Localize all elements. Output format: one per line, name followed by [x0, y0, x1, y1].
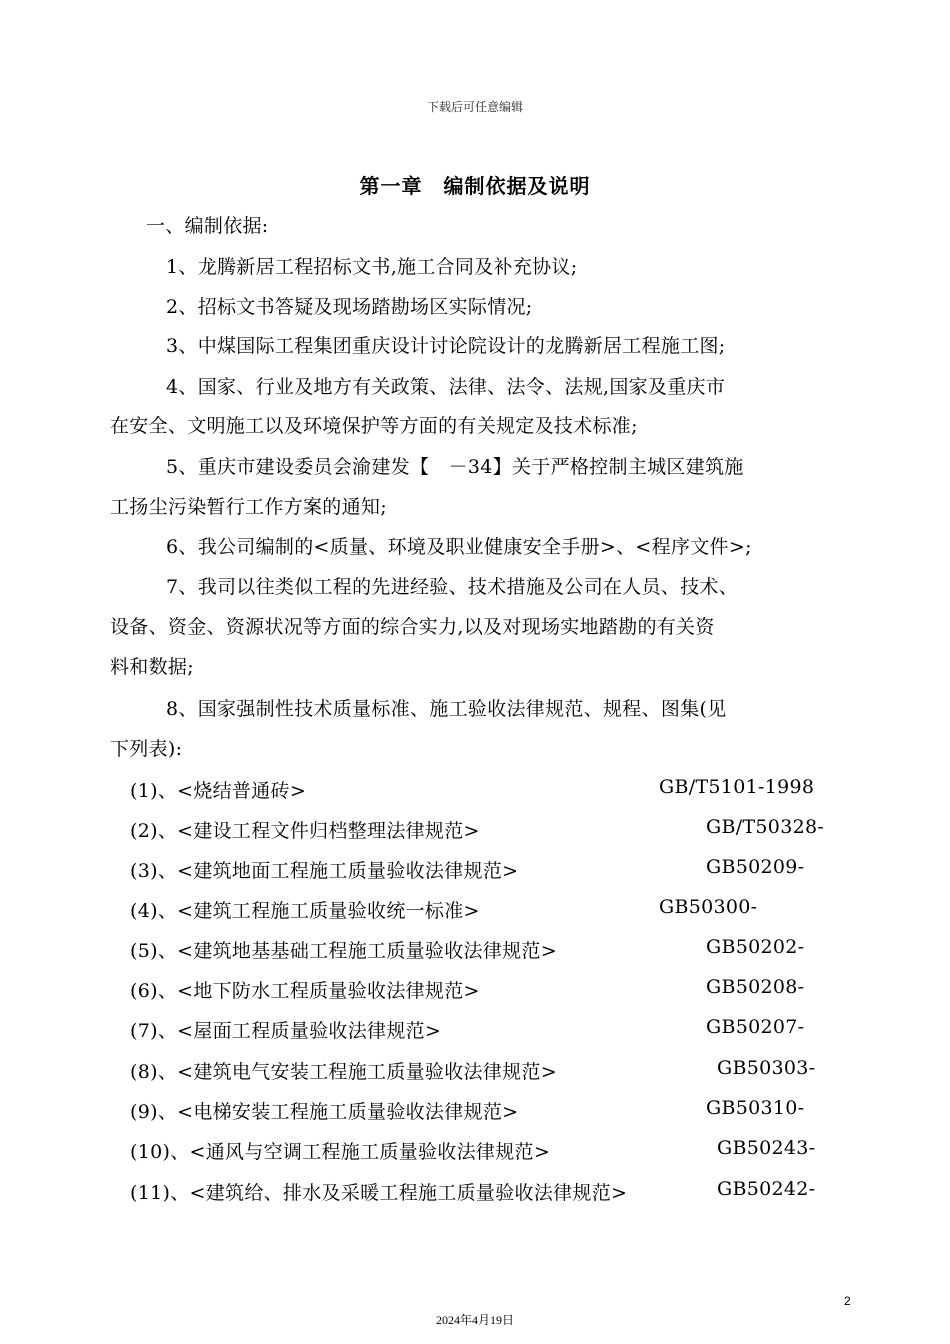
reference-code: GB50207- — [706, 1016, 805, 1038]
reference-label: (9)、<电梯安装工程施工质量验收法律规范> — [130, 1101, 519, 1123]
reference-code: GB50300- — [659, 896, 758, 918]
basis-item-2: 2、招标文书答疑及现场踏勘场区实际情况; — [166, 296, 533, 318]
reference-label: (3)、<建筑地面工程施工质量验收法律规范> — [130, 860, 519, 882]
basis-item-4-line2: 在安全、文明施工以及环境保护等方面的有关规定及技术标准; — [110, 415, 638, 437]
reference-code: GB50242- — [717, 1178, 816, 1200]
header-note: 下载后可任意编辑 — [426, 100, 523, 114]
reference-label: (4)、<建筑工程施工质量验收统一标准> — [130, 900, 480, 922]
reference-label: (11)、<建筑给、排水及采暖工程施工质量验收法律规范> — [130, 1182, 628, 1204]
chapter-title: 第一章 编制依据及说明 — [359, 174, 591, 198]
basis-item-1: 1、龙腾新居工程招标文书,施工合同及补充协议; — [166, 256, 578, 278]
basis-item-8-line1: 8、国家强制性技术质量标准、施工验收法律规范、规程、图集(见 — [166, 698, 727, 720]
basis-item-8-line2: 下列表): — [110, 738, 183, 760]
reference-label: (2)、<建设工程文件归档整理法律规范> — [130, 820, 480, 842]
basis-item-4-line1: 4、国家、行业及地方有关政策、法律、法令、法规,国家及重庆市 — [166, 376, 726, 398]
reference-code: GB50209- — [706, 856, 805, 878]
reference-code: GB/T5101-1998 — [659, 776, 815, 798]
basis-item-3: 3、中煤国际工程集团重庆设计讨论院设计的龙腾新居工程施工图; — [166, 335, 726, 357]
reference-label: (10)、<通风与空调工程施工质量验收法律规范> — [130, 1141, 551, 1163]
reference-label: (6)、<地下防水工程质量验收法律规范> — [130, 980, 480, 1002]
section-heading: 一、编制依据: — [146, 215, 269, 237]
page-number: 2 — [844, 1294, 851, 1308]
footer-date: 2024年4月19日 — [435, 1313, 514, 1327]
reference-label: (7)、<屋面工程质量验收法律规范> — [130, 1020, 442, 1042]
basis-item-5-line2: 工扬尘污染暂行工作方案的通知; — [110, 496, 387, 518]
basis-item-5-line1: 5、重庆市建设委员会渝建发【 －34】关于严格控制主城区建筑施 — [166, 456, 744, 478]
reference-label: (8)、<建筑电气安装工程施工质量验收法律规范> — [130, 1061, 557, 1083]
reference-code: GB/T50328- — [706, 816, 825, 838]
reference-code: GB50310- — [706, 1097, 805, 1119]
basis-item-7-line2: 设备、资金、资源状况等方面的综合实力,以及对现场实地踏勘的有关资 — [110, 616, 715, 638]
reference-code: GB50303- — [717, 1057, 816, 1079]
basis-item-6: 6、我公司编制的<质量、环境及职业健康安全手册>、<程序文件>; — [166, 536, 752, 558]
basis-item-7-line1: 7、我司以往类似工程的先进经验、技术措施及公司在人员、技术、 — [166, 576, 739, 598]
reference-label: (1)、<烧结普通砖> — [130, 780, 307, 802]
reference-label: (5)、<建筑地基基础工程施工质量验收法律规范> — [130, 940, 557, 962]
reference-code: GB50202- — [706, 936, 805, 958]
basis-item-7-line3: 料和数据; — [110, 656, 194, 678]
reference-code: GB50208- — [706, 976, 805, 998]
reference-code: GB50243- — [717, 1137, 816, 1159]
